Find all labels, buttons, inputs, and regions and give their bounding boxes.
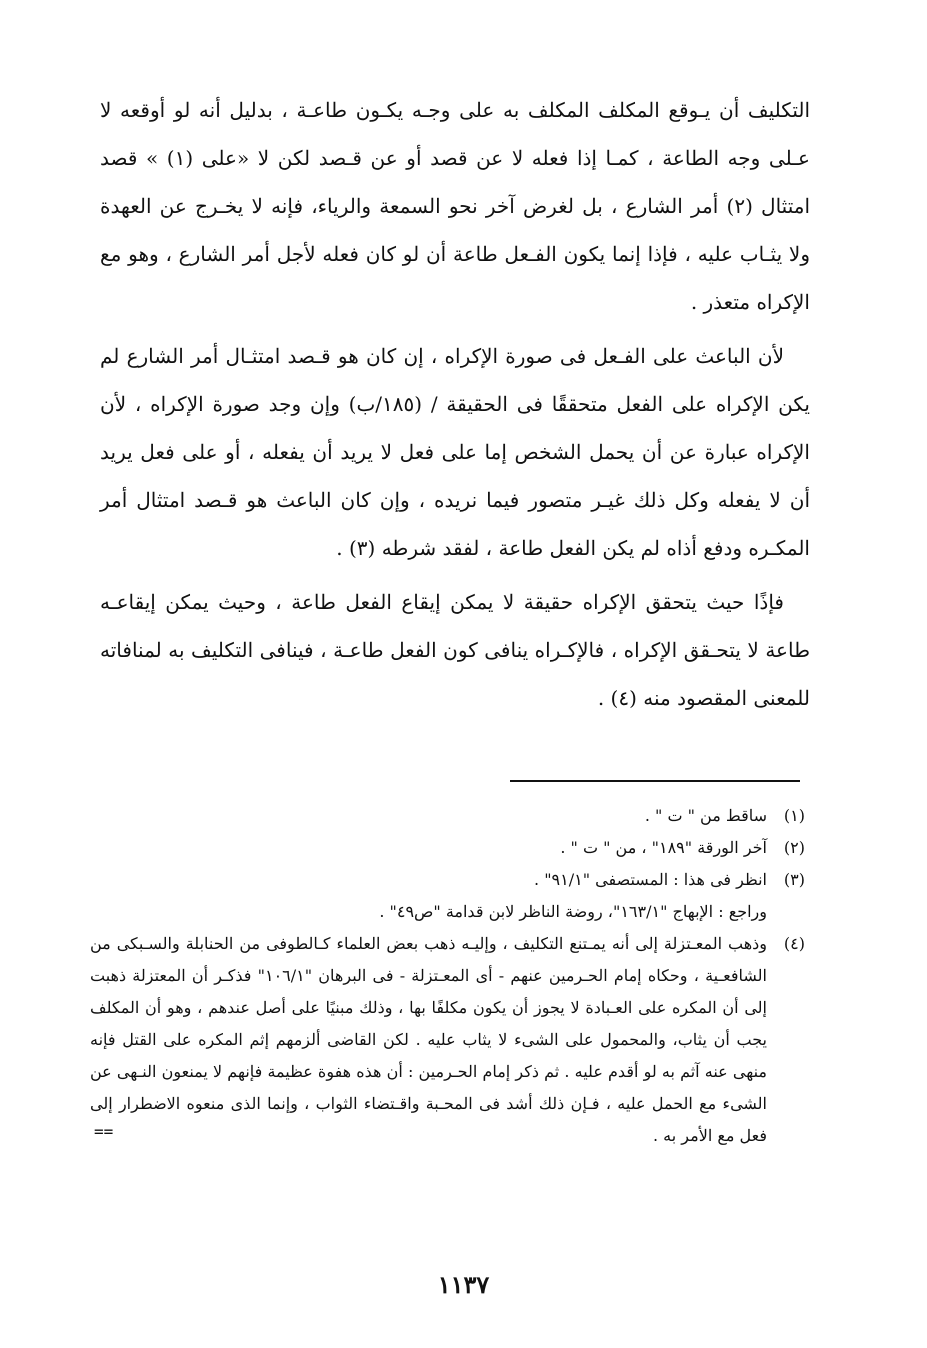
footnote-separator	[510, 780, 800, 782]
main-text	[100, 86, 810, 728]
footnote-3	[90, 864, 805, 896]
paragraph-2: لأن الباعث على الفـعل فى صورة الإكراه ، إن كان هو قـصد امتثـال أمر الشارع لم يكن الإكراه على الفعل متحققًا فى الحقيقة / (١٨٥/ب) وإن وجد صورة الإكراه ، لأن الإكراه عبارة عن أن يحمل الشخص إما على فعل لا يريد أن يفعله ، أو على فعل يريد أن لا يفعله وكل ذلك غيـر متصور فيما نريده ، وإن كان الباعث هو قـصد امتثال أمر المكـره ودفع أذاه لم يكن الفعل طاعة ، لفقد شرطه (٣) .	[100, 344, 810, 560]
footnote-text: آخر الورقة "١٨٩" ، من " ت " .	[560, 838, 767, 857]
footnote-3-continuation: وراجع : الإبهاج "١٦٣/١"، روضة الناظر لابن قدامة "ص٤٩" .	[379, 902, 767, 921]
page-number: ١١٣٧	[437, 1270, 490, 1299]
paragraph-1: التكليف أن يـوقع المكلف المكلف به على وجـه يكـون طاعـة ، بدليل أنه لو أوقعه لا عـلى وجه الطاعة ، كمـا إذا فعله لا عن قصد أو عن قـصد لكن لا «على (١) » قصد امتثال (٢) أمر الشارع ، بل لغرض آخر نحو السمعة والرياء، فإنه لا يخـرج عن العهدة ولا يثـاب عليه ، فإذا إنما يكون الفـعل طاعة أن لو كان فعله لأجل أمر الشارع ، وهو مع الإكراه متعذر .	[100, 98, 811, 314]
footnote-text: ساقط من " ت " .	[644, 806, 767, 825]
footnote-4	[90, 928, 805, 1152]
footnote-number: (٤)	[783, 934, 805, 953]
paragraph-3: فإذًا حيث يتحقق الإكراه حقيقة لا يمكن إيقاع الفعل طاعة ، وحيث يمكن إيقاعـه طاعة لا يتحـقق الإكراه ، فالإكـراه ينافى كون الفعل طاعـة ، فينافى التكليف به لمنافاته للمعنى المقصود منه (٤) .	[100, 590, 810, 710]
footnote-number: (٣)	[783, 870, 805, 889]
footnote-number: (١)	[783, 806, 805, 825]
footnote-text: انظر فى هذا : المستصفى "٩١/١" .	[534, 870, 767, 889]
footnote-2	[90, 832, 805, 864]
footnote-1	[90, 800, 805, 832]
footnotes	[90, 800, 805, 1152]
continuation-mark: ==	[94, 1122, 114, 1141]
footnote-text: وذهب المعـتزلة إلى أنه يمـتنع التكليف ، وإليـه ذهب بعض العلماء كـالطوفى من الحنابلة والسـبكى من الشافعـية ، وحكاه إمام الحـرمين عنهم - أى المعـتزلة - فى البرهان "١٠٦/١" فذكـر أن المعتزلة ذهبت إلى أن المكره على العـبادة لا يجوز أن يكون مكلفًا بها ، وذلك مبنيًا على أصل عندهم ، وهو أن المكلف يجب أن يثاب، والمحمول على الشىء لا يثاب عليه . لكن القاضى ألزمهم إثم المكره على القتل فإنه منهى عنه آثم به لو أقدم عليه . ثم ذكر إمام الحـرمين : أن هذه هفوة عظيمة فإنهم لا يمنعون النـهى عن الشىء مع الحمل عليه ، فـإن ذلك أشد فى المحـبة واقـتضاء الثواب ، وإنما الذى منعوه الاضطرار إلى فعل مع الأمر به .	[90, 934, 768, 1145]
footnote-number: (٢)	[783, 838, 805, 857]
